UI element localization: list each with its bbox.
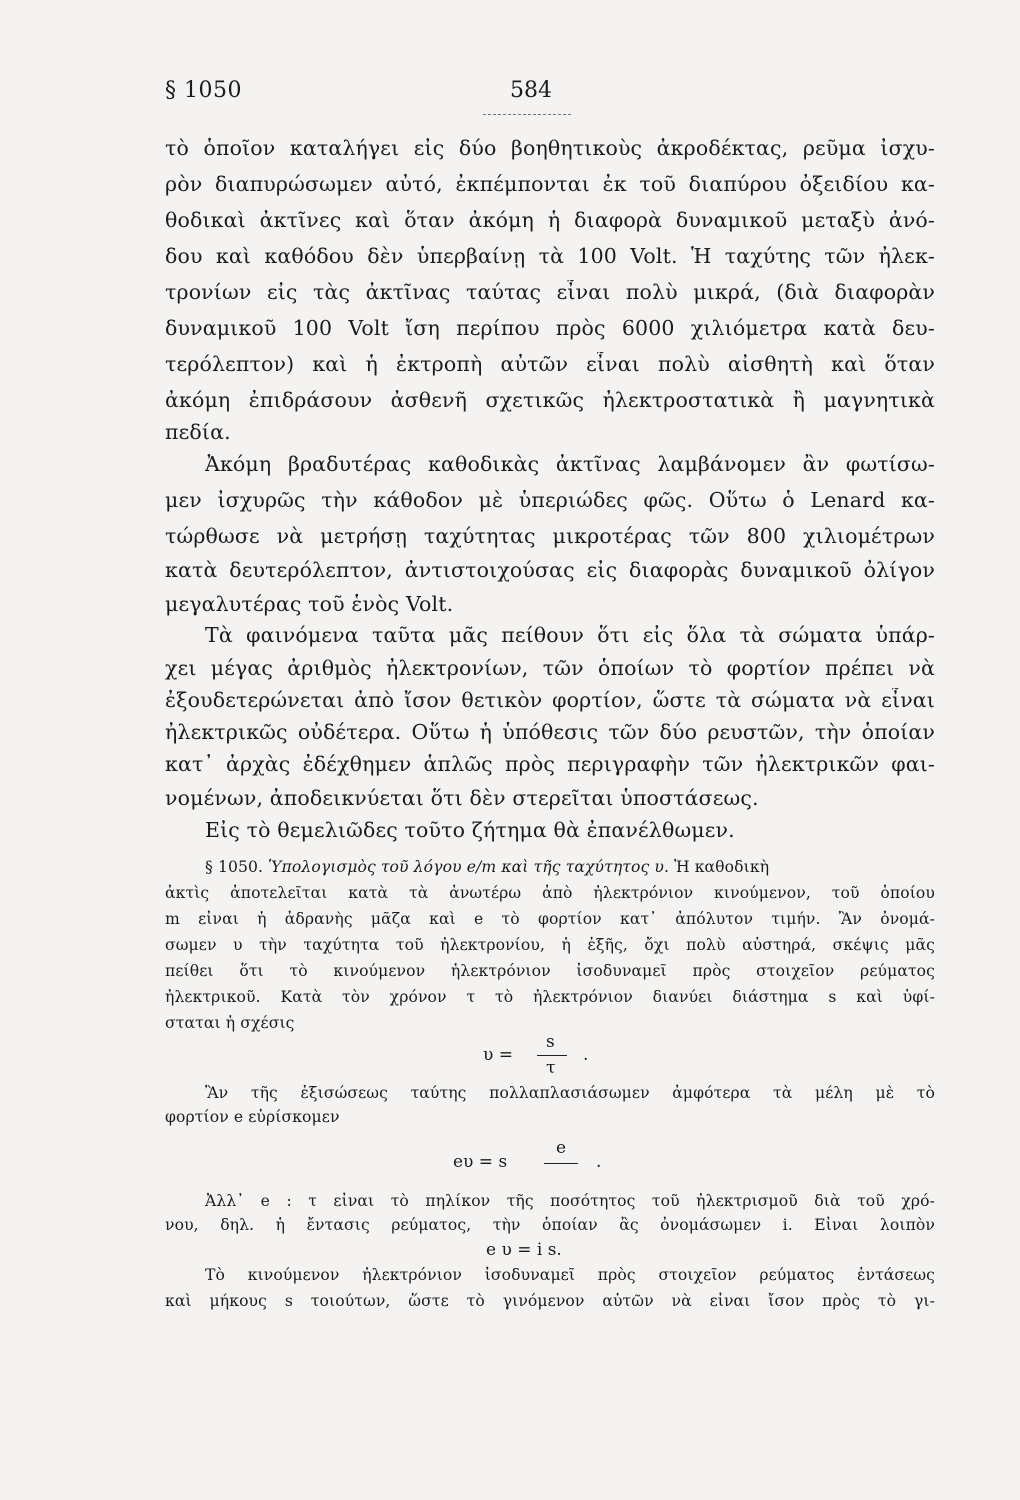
body-line: ρὸν διαπυρώσωμεν αὐτό, ἐκπέμπονται ἐκ τοῦ διαπύρου ὀξειδίου κα- [165,172,935,196]
section-line: m εἶναι ἡ ἀδρανὴς μᾶζα καὶ e τὸ φορτίον κατ᾽ ἀπόλυτον τιμήν. Ἂν ὀνομά- [165,910,935,928]
equation-denominator: τ [546,1058,556,1078]
body-line: μεγαλυτέρας τοῦ ἑνὸς Volt. [165,592,454,616]
equation-lhs: eυ = s [453,1152,508,1172]
body-line: Τὰ φαινόμενα ταῦτα μᾶς πείθουν ὅτι εἰς ὅλα τὰ σώματα ὑπάρ- [205,623,935,647]
body-line: Εἰς τὸ θεμελιῶδες τοῦτο ζήτημα θὰ ἐπανέλθωμεν. [205,818,735,842]
equation-numerator: s [546,1032,555,1052]
body-line: τὸ ὁποῖον καταλήγει εἰς δύο βοηθητικοὺς ἀκροδέκτας, ρεῦμα ἰσχυ- [165,136,935,160]
equation-3: e υ = i s. [486,1240,562,1260]
fraction-bar [544,1163,578,1164]
section-line: Τὸ κινούμενον ἠλεκτρόνιον ἰσοδυναμεῖ πρὸς στοιχεῖον ρεύματος ἐντάσεως [205,1266,935,1284]
section-heading-line [205,858,935,876]
body-line: τώρθωσε νὰ μετρήσῃ ταχύτητας μικροτέρας τῶν 800 χιλιομέτρων [165,524,935,548]
body-line: κατ᾽ ἀρχὰς ἐδέχθημεν ἁπλῶς πρὸς περιγραφὴν τῶν ἠλεκτρικῶν φαι- [165,752,935,776]
section-line: Ἂν τῆς ἐξισώσεως ταύτης πολλαπλασιάσωμεν ἀμφότερα τὰ μέλη μὲ τὸ [205,1084,935,1102]
section-line: νου, δηλ. ἡ ἔντασις ρεύματος, τὴν ὁποίαν ἂς ὀνομάσωμεν i. Εἶναι λοιπὸν [165,1216,935,1234]
section-line: ἠλεκτρικοῦ. Κατὰ τὸν χρόνον τ τὸ ἠλεκτρόνιον διανύει διάστημα s καὶ ὑφί- [165,988,935,1006]
body-line: τρονίων εἰς τὰς ἀκτῖνας ταύτας εἶναι πολὺ μικρά, (διὰ διαφορὰν [165,280,935,304]
section-label: § 1050. [205,858,264,876]
equation-lhs: υ = [483,1045,513,1065]
equation-numerator: e [556,1138,567,1158]
section-line: καὶ μήκους s τοιούτων, ὥστε τὸ γινόμενον αὐτῶν νὰ εἶναι ἴσον πρὸς τὸ γι- [165,1292,935,1310]
page-header [165,78,935,118]
body-line: ἐξουδετερώνεται ἀπὸ ἴσον θετικὸν φορτίον, ὥστε τὰ σώματα νὰ εἶναι [165,688,935,712]
section-line: ἀκτὶς ἀποτελεῖται κατὰ τὰ ἀνωτέρω ἀπὸ ἠλεκτρόνιον κινούμενον, τοῦ ὁποίου [165,884,935,902]
equation-end: . [596,1152,602,1172]
section-line: φορτίον e εὑρίσκομεν [165,1108,340,1126]
body-line: πεδία. [165,420,231,444]
body-line: χει μέγας ἀριθμὸς ἠλεκτρονίων, τῶν ὁποίων τὸ φορτίον πρέπει νὰ [165,656,935,680]
equation-end: . [583,1045,589,1065]
section-title: Ὑπολογισμὸς τοῦ λόγου e/m καὶ τῆς ταχύτητος υ. [268,858,670,876]
section-line: πείθει ὅτι τὸ κινούμενον ἠλεκτρόνιον ἰσοδυναμεῖ πρὸς στοιχεῖον ρεύματος [165,962,935,980]
body-line: ἠλεκτρικῶς οὐδέτερα. Οὕτω ἡ ὑπόθεσις τῶν δύο ρευστῶν, τὴν ὁποίαν [165,720,935,744]
page-number: 584 [510,78,552,103]
body-line: δου καὶ καθόδου δὲν ὑπερβαίνῃ τὰ 100 Volt. Ἡ ταχύτης τῶν ἠλεκ- [165,244,935,268]
fraction-bar [537,1055,567,1056]
body-line: μεν ἰσχυρῶς τὴν κάθοδον μὲ ὑπεριώδες φῶς. Οὕτω ὁ Lenard κα- [165,488,935,512]
section-title-tail: Ἡ καθοδικὴ [674,858,770,876]
body-line: Ἀκόμη βραδυτέρας καθοδικὰς ἀκτῖνας λαμβάνομεν ἂν φωτίσω- [205,452,935,476]
page-number-rule [483,114,571,115]
body-line: νομένων, ἀποδεικνύεται ὅτι δὲν στερεῖται ὑποστάσεως. [165,786,759,810]
body-line: δυναμικοῦ 100 Volt ἴση περίπου πρὸς 6000 χιλιόμετρα κατὰ δευ- [165,316,935,340]
body-line: κατὰ δευτερόλεπτον, ἀντιστοιχούσας εἰς διαφορὰς δυναμικοῦ ὀλίγον [165,558,935,582]
section-line: Ἀλλ᾽ e : τ εἶναι τὸ πηλίκον τῆς ποσότητος τοῦ ἠλεκτρισμοῦ διὰ τοῦ χρό- [205,1192,935,1210]
section-line: σωμεν υ τὴν ταχύτητα τοῦ ἠλεκτρονίου, ἡ ἑξῆς, ὄχι πολὺ αὐστηρά, σκέψις μᾶς [165,936,935,954]
section-line: σταται ἡ σχέσις [165,1014,295,1032]
section-number: § 1050 [165,78,242,103]
body-line: ἀκόμη ἐπιδράσουν ἀσθενῆ σχετικῶς ἠλεκτροστατικὰ ἢ μαγνητικὰ [165,388,935,412]
body-line: τερόλεπτον) καὶ ἡ ἐκτροπὴ αὐτῶν εἶναι πολὺ αἰσθητὴ καὶ ὅταν [165,352,935,376]
body-line: θοδικαὶ ἀκτῖνες καὶ ὅταν ἀκόμη ἡ διαφορὰ δυναμικοῦ μεταξὺ ἀνό- [165,208,935,232]
